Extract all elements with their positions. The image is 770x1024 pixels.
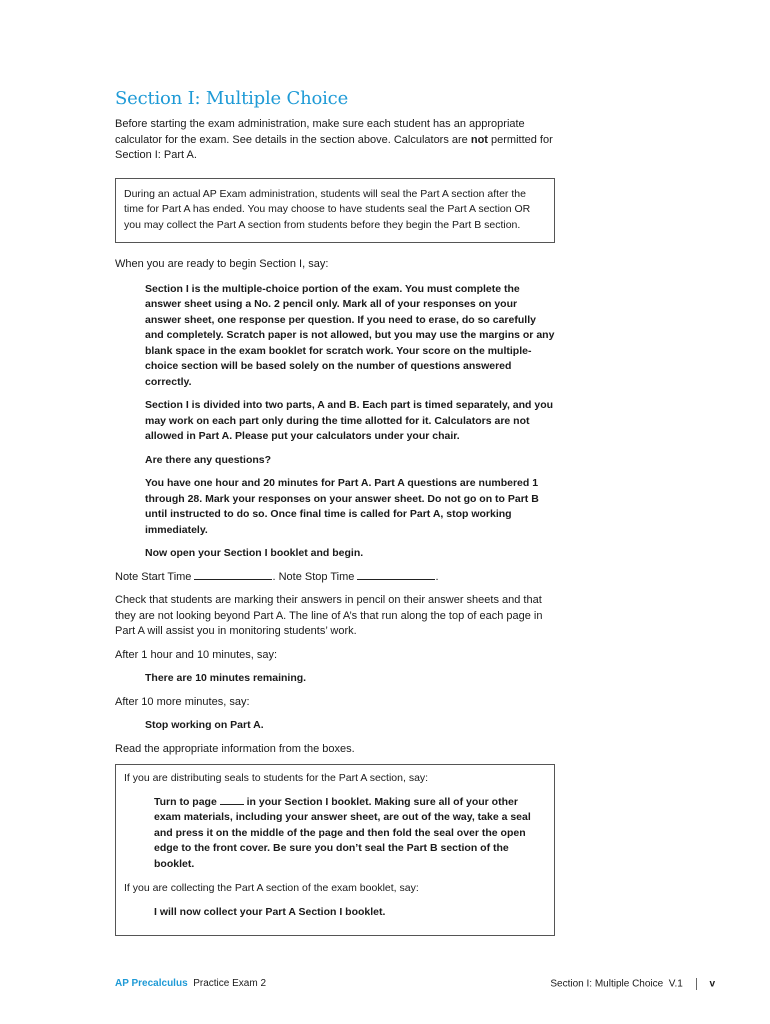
intro-text-end: permitted for Section I: Part A. bbox=[115, 133, 553, 161]
script-paragraph: Section I is the multiple-choice portion of the exam. You must complete the answer sheet using a No. 2 pencil only. Mark all of your responses on your answer sheet, one response per question. If you need to erase, do so carefully and completely. Scratch paper is not allowed, but you may use the margins or any blank space in the exam booklet for scratch work. Your score on the multiple-choice section will be based solely on the number of questions answered correctly. bbox=[145, 282, 555, 388]
note-times-line bbox=[115, 570, 555, 586]
read-info-instruction: Read the appropriate information from the boxes. bbox=[115, 742, 355, 755]
script-paragraph: I will now collect your Part A Section I booklet. bbox=[154, 905, 386, 918]
collect-intro: If you are collecting the Part A section of the exam booklet, say: bbox=[124, 882, 419, 894]
page-number-blank bbox=[220, 795, 244, 805]
after-hour-instruction: After 1 hour and 10 minutes, say: bbox=[115, 648, 278, 661]
check-paragraph: Check that students are marking their answers in pencil on their answer sheets and that they are not looking beyond Part A. The line of A’s that run along the top of each page in Part A will assist you in monitoring students’ work. bbox=[115, 594, 543, 637]
script-paragraph bbox=[154, 795, 546, 873]
intro-bold: not bbox=[470, 133, 488, 146]
seal-script-end: in your Section I booklet. Making sure all of your other exam materials, including your answer sheet, are out of the way, take a seal and press it on the middle of the page and then fold the seal over the open edge to the front cover. Be sure you don’t seal the Part B section of the booklet. bbox=[154, 795, 531, 870]
seals-box bbox=[115, 764, 555, 936]
stop-time-blank bbox=[357, 570, 435, 580]
ready-instruction: When you are ready to begin Section I, say: bbox=[115, 258, 329, 270]
script-paragraph: Are there any questions? bbox=[145, 453, 272, 466]
intro-text: Before starting the exam administration, make sure each student has an appropriate calculator for the exam. See details in the section above. Calculators are bbox=[115, 118, 525, 146]
section-title: Section I: Multiple Choice bbox=[115, 88, 349, 109]
footer-section: Section I: Multiple Choice bbox=[550, 978, 664, 990]
script-block bbox=[115, 671, 555, 687]
script-paragraph: Stop working on Part A. bbox=[145, 719, 264, 731]
script-paragraph: Now open your Section I booklet and begin. bbox=[145, 547, 364, 559]
footer-divider bbox=[696, 978, 697, 990]
script-paragraph: Section I is divided into two parts, A and B. Each part is timed separately, and you may work on each part only during the time allotted for it. Calculators are not allowed in Part A. Please put your calculators under your chair. bbox=[145, 399, 554, 442]
footer-left bbox=[115, 978, 266, 989]
footer-brand: AP Precalculus bbox=[115, 978, 188, 989]
page-content bbox=[115, 88, 555, 936]
footer-doc: Practice Exam 2 bbox=[193, 978, 267, 989]
stop-time-label: . Note Stop Time bbox=[272, 570, 355, 583]
note-times-end: . bbox=[435, 570, 439, 583]
script-block bbox=[124, 905, 546, 921]
notice-box bbox=[115, 178, 555, 244]
start-time-blank bbox=[194, 570, 272, 580]
script-paragraph: You have one hour and 20 minutes for Part A. Part A questions are numbered 1 through 28. Mark your responses on your answer sheet. Do not go on to Part B until instructed to do so. Once final time is called for Part A, stop working immediately. bbox=[145, 477, 539, 536]
script-block bbox=[115, 718, 555, 734]
script-paragraph: There are 10 minutes remaining. bbox=[145, 672, 307, 684]
script-block bbox=[115, 282, 555, 562]
page-number: v bbox=[709, 978, 715, 990]
script-block bbox=[124, 795, 546, 873]
seals-intro: If you are distributing seals to students for the Part A section, say: bbox=[124, 772, 429, 784]
seal-script-start: Turn to page bbox=[154, 795, 220, 808]
notice-text: During an actual AP Exam administration, students will seal the Part A section after the time for Part A has ended. You may choose to have students seal the Part A section OR you may collect the Part A section from students before they begin the Part B section. bbox=[124, 187, 531, 231]
intro-paragraph bbox=[115, 117, 555, 164]
start-time-label: Note Start Time bbox=[115, 570, 192, 583]
footer-version: V.1 bbox=[668, 978, 683, 990]
after-ten-instruction: After 10 more minutes, say: bbox=[115, 695, 250, 708]
footer-right bbox=[550, 978, 715, 990]
